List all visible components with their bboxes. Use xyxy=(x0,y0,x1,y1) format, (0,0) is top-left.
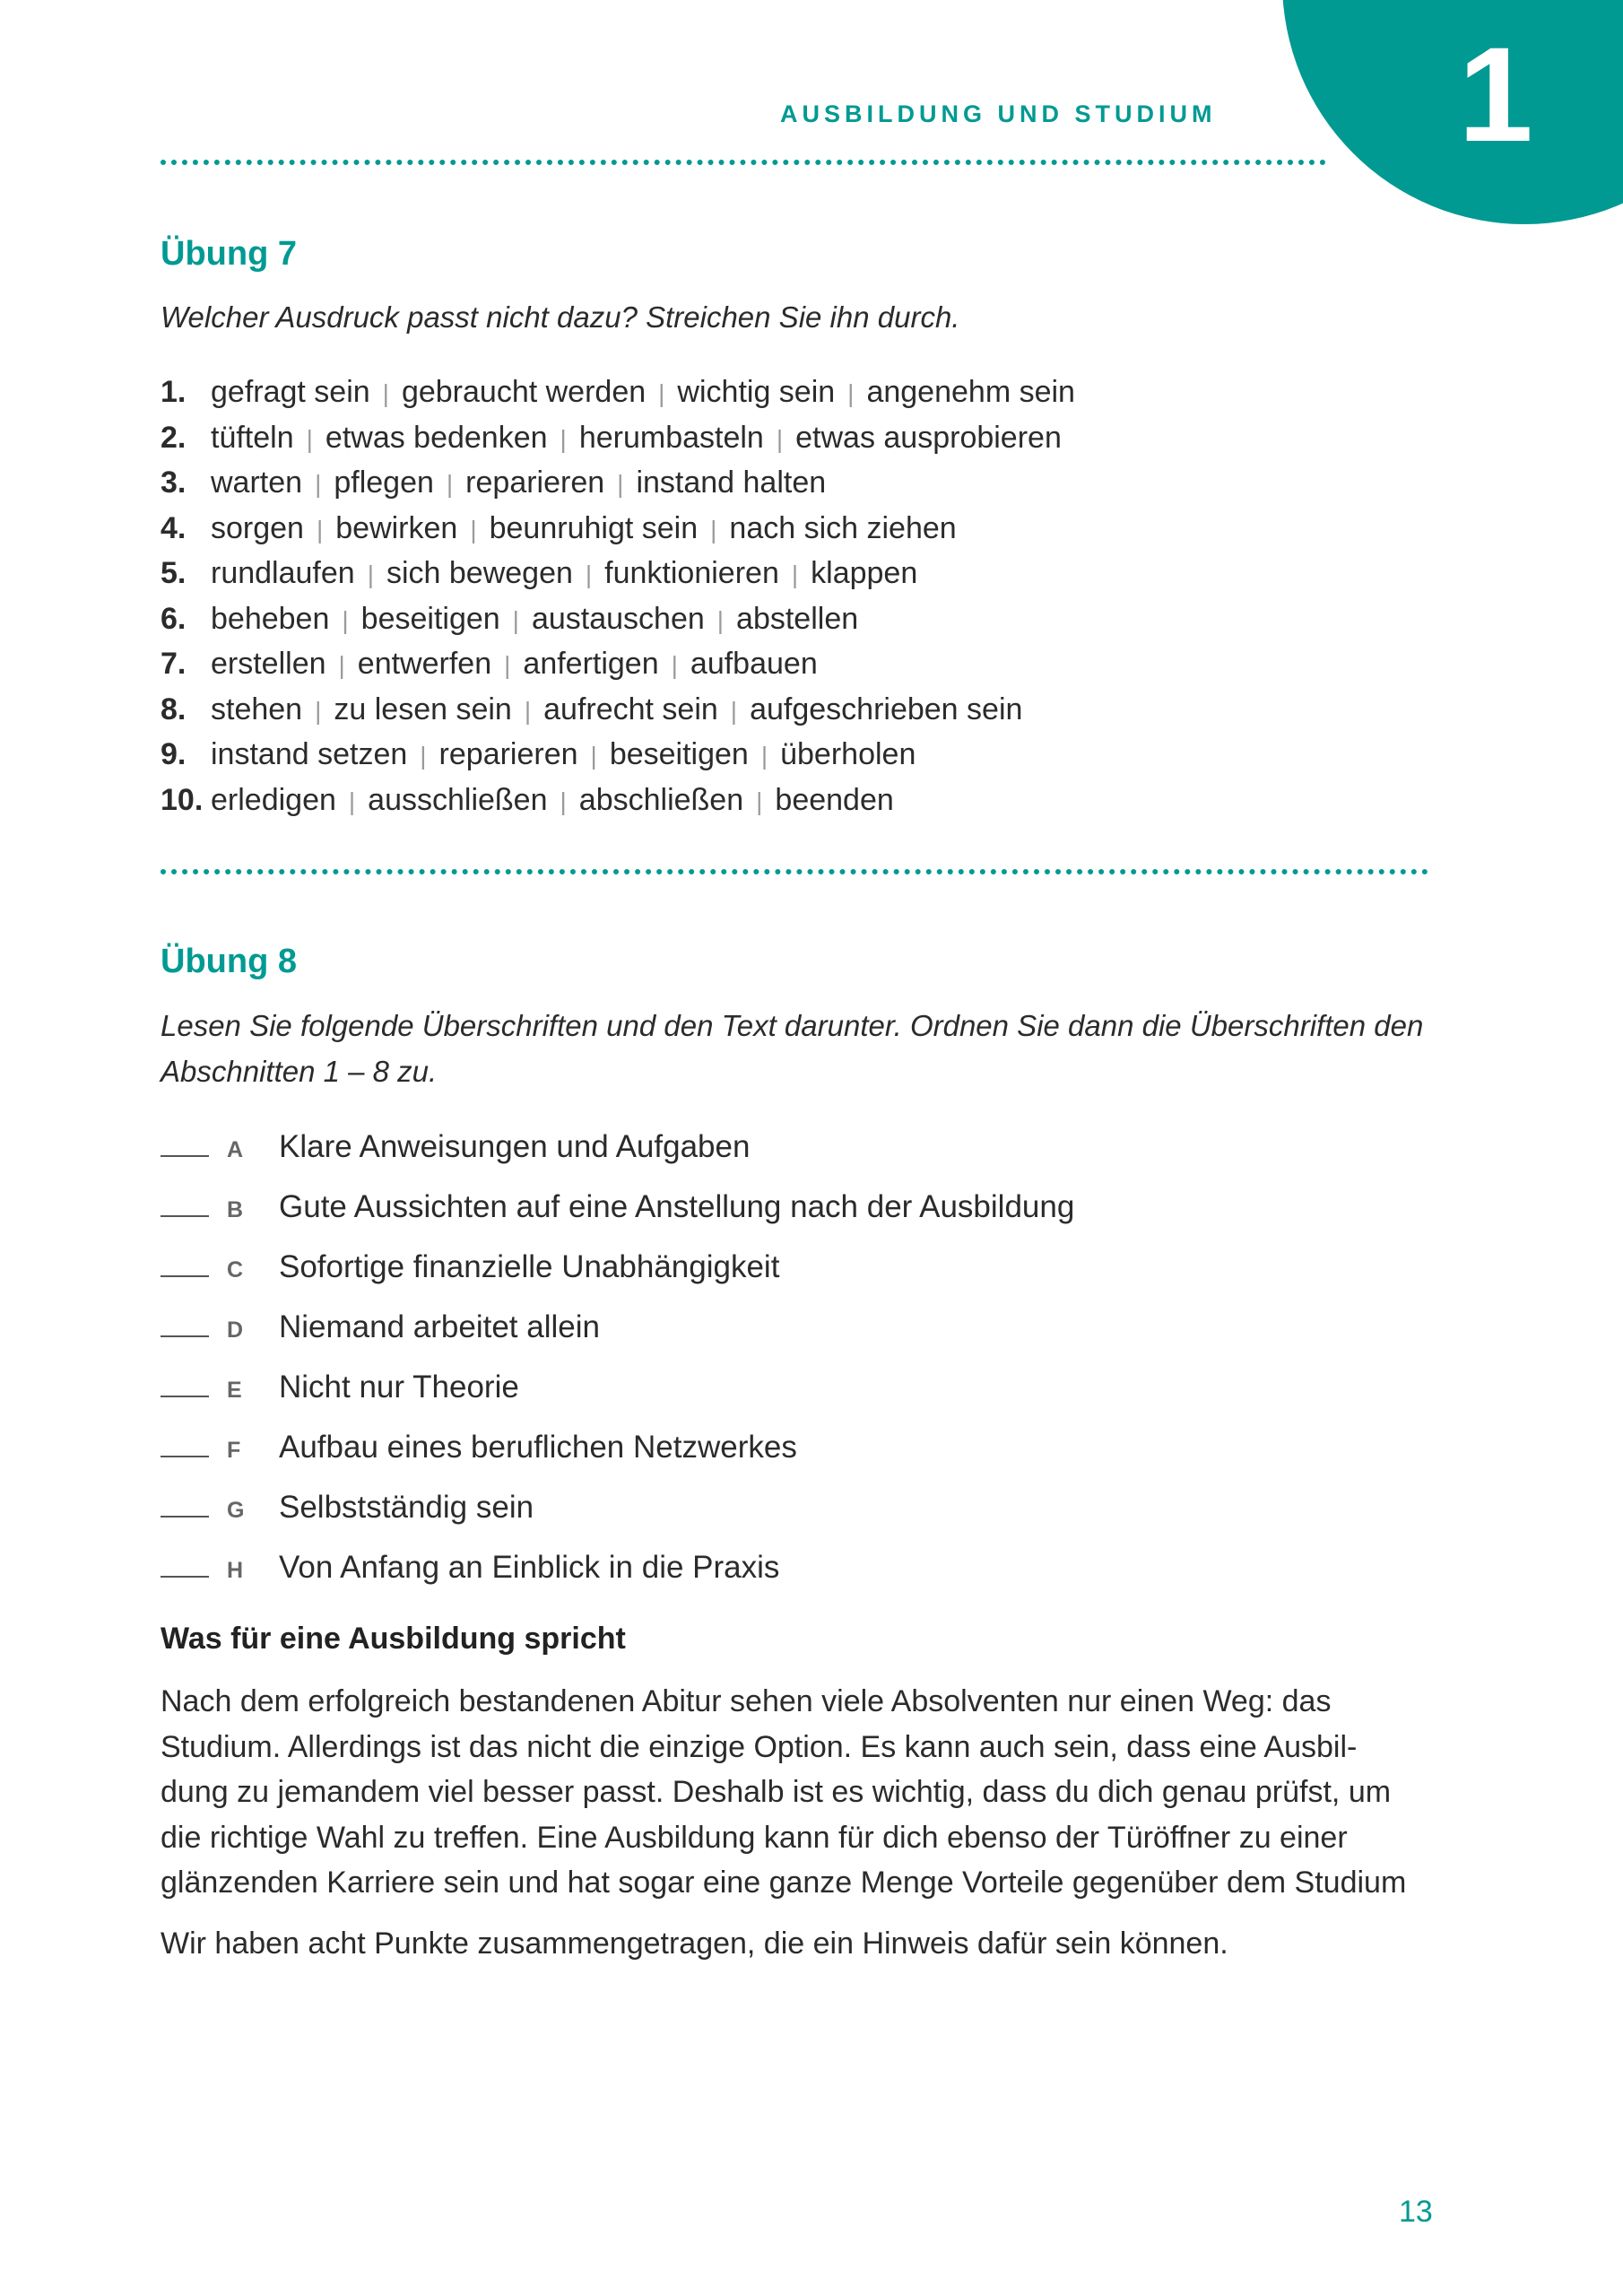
expression-term[interactable]: klappen xyxy=(811,556,918,590)
text-paragraph-1 xyxy=(161,1679,1434,1906)
term-separator: | xyxy=(756,787,763,815)
running-head: AUSBILDUNG UND STUDIUM xyxy=(780,100,1217,127)
answer-blank[interactable] xyxy=(161,1396,209,1397)
heading-option xyxy=(161,1361,1074,1422)
exercise7-item xyxy=(161,370,1075,415)
heading-option xyxy=(161,1422,1074,1482)
answer-blank[interactable] xyxy=(161,1516,209,1518)
term-separator: | xyxy=(710,515,717,544)
term-separator: | xyxy=(847,379,855,407)
expression-term[interactable]: aufgeschrieben sein xyxy=(750,691,1023,726)
expression-term[interactable]: ausschließen xyxy=(368,782,548,817)
term-separator: | xyxy=(590,742,597,770)
heading-letter: F xyxy=(227,1438,241,1463)
expression-term[interactable]: überholen xyxy=(780,737,916,771)
term-separator: | xyxy=(524,696,532,725)
expression-term[interactable]: tüfteln xyxy=(211,420,294,455)
paragraph-line: dung zu jemandem viel besser passt. Deshalb ist es wichtig, dass du dich genau prüfst, um xyxy=(161,1775,1392,1809)
page-number: 13 xyxy=(1399,2195,1433,2229)
expression-term[interactable]: rundlaufen xyxy=(211,556,355,590)
expression-term[interactable]: etwas ausprobieren xyxy=(795,420,1062,455)
term-separator: | xyxy=(338,651,345,679)
heading-option xyxy=(161,1181,1074,1241)
term-separator: | xyxy=(585,561,593,588)
exercise7-instruction: Welcher Ausdruck passt nicht dazu? Streichen Sie ihn durch. xyxy=(161,300,960,334)
term-separator: | xyxy=(348,787,356,815)
heading-text: Niemand arbeitet allein xyxy=(279,1309,600,1344)
term-separator: | xyxy=(504,651,511,679)
term-separator: | xyxy=(382,379,389,407)
term-separator: | xyxy=(342,605,349,634)
exercise7-item xyxy=(161,732,1075,778)
expression-term[interactable]: reparieren xyxy=(438,737,578,771)
exercise7-item xyxy=(161,641,1075,687)
answer-blank[interactable] xyxy=(161,1215,209,1217)
term-separator: | xyxy=(316,515,324,544)
heading-text: Sofortige finanzielle Unabhängigkeit xyxy=(279,1249,780,1284)
expression-term[interactable]: pflegen xyxy=(334,465,434,500)
heading-text: Selbstständig sein xyxy=(279,1490,534,1525)
heading-option xyxy=(161,1241,1074,1301)
heading-letter: H xyxy=(227,1558,244,1583)
term-separator: | xyxy=(760,742,768,770)
exercise7-item xyxy=(161,415,1075,461)
term-separator: | xyxy=(560,787,567,815)
term-separator: | xyxy=(512,605,519,634)
answer-blank[interactable] xyxy=(161,1275,209,1277)
expression-term[interactable]: abstellen xyxy=(736,601,859,636)
heading-text: Gute Aussichten auf eine Anstellung nach der Ausbildung xyxy=(279,1189,1075,1224)
exercise8-headings-list xyxy=(161,1121,1074,1602)
exercise7-item xyxy=(161,596,1075,642)
item-number: 10. xyxy=(161,782,204,817)
heading-letter: D xyxy=(227,1318,244,1343)
chapter-number: 1 xyxy=(1458,19,1533,170)
term-separator: | xyxy=(730,696,738,725)
header-divider xyxy=(161,160,1326,165)
term-separator: | xyxy=(791,561,799,588)
expression-term[interactable]: stehen xyxy=(211,691,303,726)
exercise7-item xyxy=(161,551,1075,596)
expression-term[interactable]: etwas bedenken xyxy=(325,420,548,455)
paragraph-line: glänzenden Karriere sein und hat sogar eine ganze Menge Vorteile gegenüber dem Studium xyxy=(161,1866,1407,1900)
expression-term[interactable]: beenden xyxy=(775,782,894,817)
exercise8-instruction xyxy=(161,1003,1434,1094)
paragraph-line: Nach dem erfolgreich bestandenen Abitur sehen viele Absolventen nur einen Weg: das xyxy=(161,1684,1332,1718)
heading-letter: E xyxy=(227,1378,242,1403)
answer-blank[interactable] xyxy=(161,1335,209,1337)
paragraph-line: die richtige Wahl zu treffen. Eine Ausbildung kann für dich ebenso der Türöffner zu einer xyxy=(161,1820,1348,1855)
expression-term[interactable]: beseitigen xyxy=(609,737,749,771)
expression-term[interactable]: austauschen xyxy=(531,601,705,636)
term-separator: | xyxy=(315,470,322,498)
expression-term[interactable]: aufbauen xyxy=(690,647,818,681)
expression-term[interactable]: sorgen xyxy=(211,510,304,545)
answer-blank[interactable] xyxy=(161,1155,209,1157)
expression-term[interactable]: zu lesen sein xyxy=(334,691,512,726)
item-number: 8. xyxy=(161,691,187,726)
item-number: 6. xyxy=(161,601,187,636)
item-number: 3. xyxy=(161,465,187,500)
expression-term[interactable]: bewirken xyxy=(335,510,458,545)
heading-letter: A xyxy=(227,1137,244,1162)
term-separator: | xyxy=(617,470,624,498)
term-separator: | xyxy=(716,605,725,634)
section-divider xyxy=(161,869,1428,874)
term-separator: | xyxy=(446,470,454,498)
expression-term[interactable]: erstellen xyxy=(211,647,326,681)
expression-term[interactable]: angenehm sein xyxy=(866,375,1075,409)
expression-term[interactable]: beseitigen xyxy=(360,601,500,636)
heading-option xyxy=(161,1542,1074,1602)
exercise8-title: Übung 8 xyxy=(161,943,297,980)
expression-term[interactable]: entwerfen xyxy=(357,647,492,681)
expression-term[interactable]: aufrecht sein xyxy=(543,691,718,726)
text-paragraph-2: Wir haben acht Punkte zusammengetragen, die ein Hinweis dafür sein können. xyxy=(161,1926,1228,1961)
exercise8-instruction-line1: Lesen Sie folgende Überschriften und den Text darunter. Ordnen Sie dann die Überschriften den xyxy=(161,1009,1424,1042)
term-separator: | xyxy=(315,696,322,725)
exercise7-list xyxy=(161,370,1075,822)
expression-term[interactable]: warten xyxy=(211,465,303,500)
expression-term[interactable]: instand halten xyxy=(636,465,827,500)
expression-term[interactable]: gebraucht werden xyxy=(401,375,647,409)
paragraph-line: Studium. Allerdings ist das nicht die einzige Option. Es kann auch sein, dass eine Ausbil- xyxy=(161,1729,1358,1764)
exercise7-item xyxy=(161,460,1075,506)
term-separator: | xyxy=(560,424,567,453)
expression-term[interactable]: beunruhigt sein xyxy=(489,510,699,545)
heading-letter: G xyxy=(227,1498,245,1523)
expression-term[interactable]: beheben xyxy=(211,601,330,636)
expression-term[interactable]: herumbasteln xyxy=(578,420,764,455)
expression-term[interactable]: wichtig sein xyxy=(677,375,836,409)
heading-option xyxy=(161,1121,1074,1181)
expression-term[interactable]: instand setzen xyxy=(211,737,408,771)
heading-text: Aufbau eines beruflichen Netzwerkes xyxy=(279,1430,797,1465)
term-separator: | xyxy=(776,424,784,453)
expression-term[interactable]: abschließen xyxy=(578,782,744,817)
exercise7-title: Übung 7 xyxy=(161,235,297,273)
term-separator: | xyxy=(306,424,313,453)
item-number: 4. xyxy=(161,510,187,545)
item-number: 7. xyxy=(161,647,187,681)
expression-term[interactable]: nach sich ziehen xyxy=(729,510,957,545)
exercise7-item xyxy=(161,687,1075,733)
heading-text: Von Anfang an Einblick in die Praxis xyxy=(279,1550,780,1585)
answer-blank[interactable] xyxy=(161,1576,209,1578)
expression-term[interactable]: sich bewegen xyxy=(386,556,573,590)
term-separator: | xyxy=(470,515,477,544)
expression-term[interactable]: erledigen xyxy=(211,782,336,817)
term-separator: | xyxy=(420,742,427,770)
heading-option xyxy=(161,1482,1074,1542)
item-number: 9. xyxy=(161,737,187,771)
exercise8-instruction-line2: Abschnitten 1 – 8 zu. xyxy=(161,1055,438,1088)
exercise7-item xyxy=(161,506,1075,552)
text-title: Was für eine Ausbildung spricht xyxy=(161,1622,626,1656)
heading-letter: C xyxy=(227,1257,244,1283)
item-number: 5. xyxy=(161,556,187,590)
term-separator: | xyxy=(671,651,678,679)
heading-letter: B xyxy=(227,1197,244,1222)
expression-term[interactable]: anfertigen xyxy=(523,647,659,681)
heading-text: Klare Anweisungen und Aufgaben xyxy=(279,1129,751,1164)
expression-term[interactable]: gefragt sein xyxy=(211,375,370,409)
heading-option xyxy=(161,1301,1074,1361)
expression-term[interactable]: funktionieren xyxy=(604,556,779,590)
heading-text: Nicht nur Theorie xyxy=(279,1370,519,1405)
term-separator: | xyxy=(367,561,374,588)
term-separator: | xyxy=(658,379,665,407)
answer-blank[interactable] xyxy=(161,1456,209,1457)
item-number: 1. xyxy=(161,375,187,409)
expression-term[interactable]: reparieren xyxy=(465,465,605,500)
item-number: 2. xyxy=(161,420,187,455)
exercise7-item xyxy=(161,778,1075,823)
